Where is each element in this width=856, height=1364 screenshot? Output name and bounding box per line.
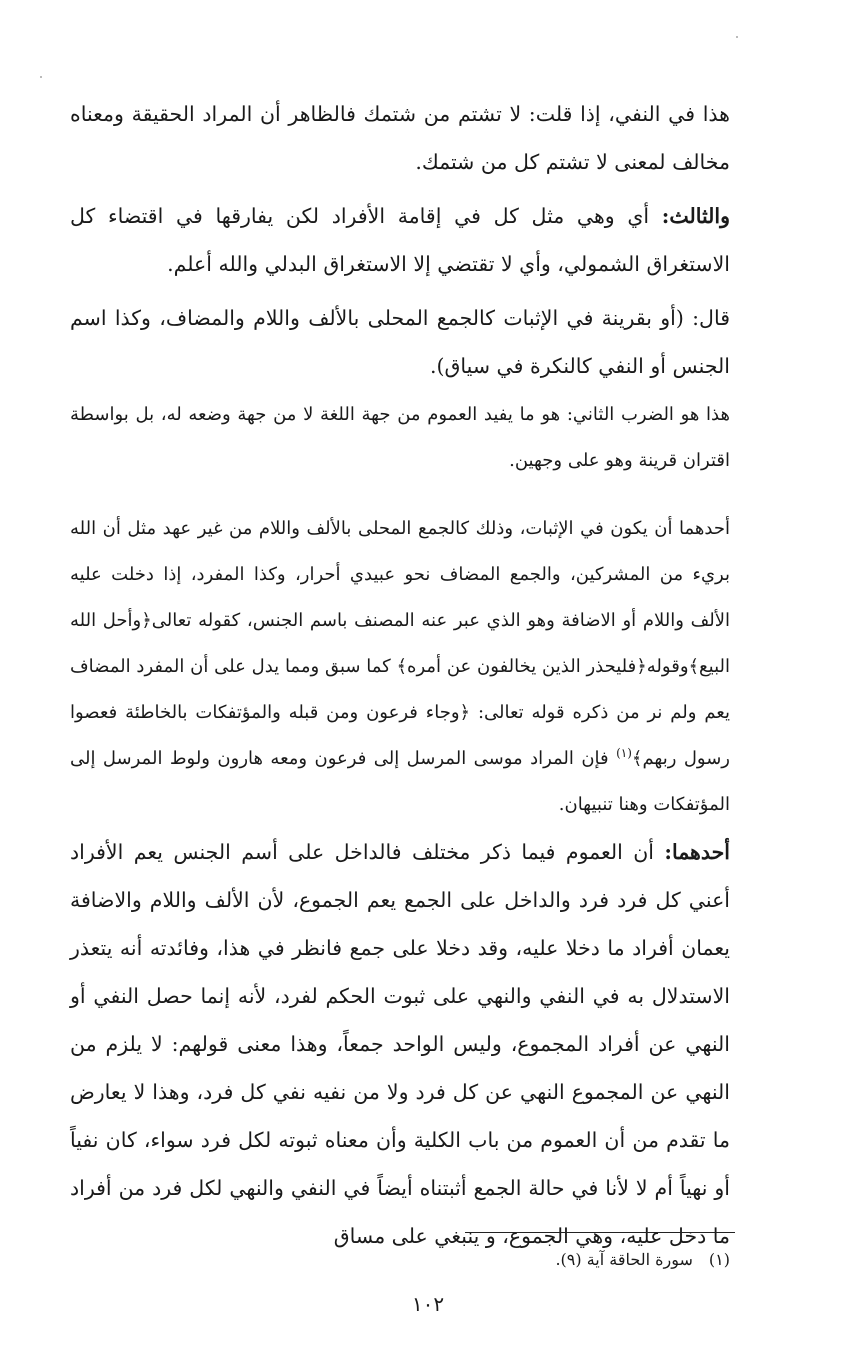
paragraph-1-text: هذا في النفي، إذا قلت: لا تشتم من شتمك فالظاهر أن المراد الحقيقة ومعناه مخالف لمعنى لا تشتم كل من شتمك. — [70, 102, 730, 174]
paragraph-3-text: قال: (أو بقرينة في الإثبات كالجمع المحلى بالألف واللام والمضاف، وكذا اسم الجنس أو النفي كالنكرة في سياق). — [70, 306, 730, 378]
paragraph-2-lead: والثالث: — [661, 204, 730, 228]
page-number: ١٠٢ — [411, 1292, 445, 1316]
paragraph-5-tail: فإن المراد موسى المرسل إلى فرعون ومعه هارون ولوط المرسل إلى المؤتفكات وهنا تنبيهان. — [70, 748, 730, 815]
paragraph-5-text: أحدهما أن يكون في الإثبات، وذلك كالجمع المحلى بالألف واللام من غير عهد مثل أن الله بريء من المشركين، والجمع المضاف نحو عبيدي أحرار، وكذا المفرد، إذا دخلت عليه الألف واللام أو الاضافة وهو الذي عبر عنه المصنف باسم الجنس، كقوله تعالى﴿وأحل الله البيع﴾وقوله﴿فليحذر الذين يخالفون عن أمره﴾ كما سبق ومما يدل على أن المفرد المضاف يعم ولم نر من ذكره قوله تعالى: ﴿وجاء فرعون ومن قبله والمؤتفكات بالخاطئة فعصوا رسول ربهم﴾ — [70, 518, 730, 769]
paragraph-3 — [70, 294, 730, 390]
scan-speck — [40, 76, 42, 78]
paragraph-6-lead: أحدهما: — [664, 840, 730, 864]
footnote — [555, 1248, 730, 1272]
paragraph-4 — [70, 392, 730, 484]
footnote-divider — [465, 1232, 735, 1233]
paragraph-6-text: أن العموم فيما ذكر مختلف فالداخل على أسم الجنس يعم الأفراد أعني كل فرد فرد والداخل على الجمع يعم الجموع، لأن الألف واللام والاضافة يعمان أفراد ما دخلا عليه، وقد دخلا على جمع فانظر في هذا، وفائدته أنه يتعذر الاستدلال به في النفي والنهي على ثبوت الحكم لفرد، لأنه إنما حصل النفي أو النهي عن أفراد المجموع، وليس الواحد جمعاً، وهذا معنى قولهم: لا يلزم من النهي عن المجموع النهي عن كل فرد ولا من نفيه نفي كل فرد، وهذا لا يعارض ما تقدم من أن العموم من باب الكلية وأن معناه ثبوته لكل فرد سواء، كان نفياً أو نهياً أم لا لأنا في حالة الجمع أثبتناه أيضاً في النفي والنهي لكل فرد من أفراد ما دخل عليه، وهي الجموع، و ينبغي على مساق — [70, 840, 730, 1248]
footnote-text: سورة الحاقة آية (٩). — [555, 1250, 693, 1269]
paragraph-5 — [70, 506, 730, 828]
paragraph-4-text: هذا هو الضرب الثاني: هو ما يفيد العموم من جهة اللغة لا من جهة وضعه له، بل بواسطة اقتران قرينة وهو على وجهين. — [70, 404, 730, 471]
paragraph-2 — [70, 192, 730, 288]
scan-speck — [736, 36, 738, 38]
body-text — [70, 90, 730, 1260]
footnote-reference: (١) — [616, 746, 632, 760]
paragraph-1 — [70, 90, 730, 186]
paragraph-2-text: أي وهي مثل كل في إقامة الأفراد لكن يفارقها في اقتضاء كل الاستغراق الشمولي، وأي لا تقتضي إلا الاستغراق البدلي والله أعلم. — [70, 204, 730, 276]
footnote-number: (١) — [708, 1250, 730, 1269]
paragraph-6 — [70, 828, 730, 1260]
